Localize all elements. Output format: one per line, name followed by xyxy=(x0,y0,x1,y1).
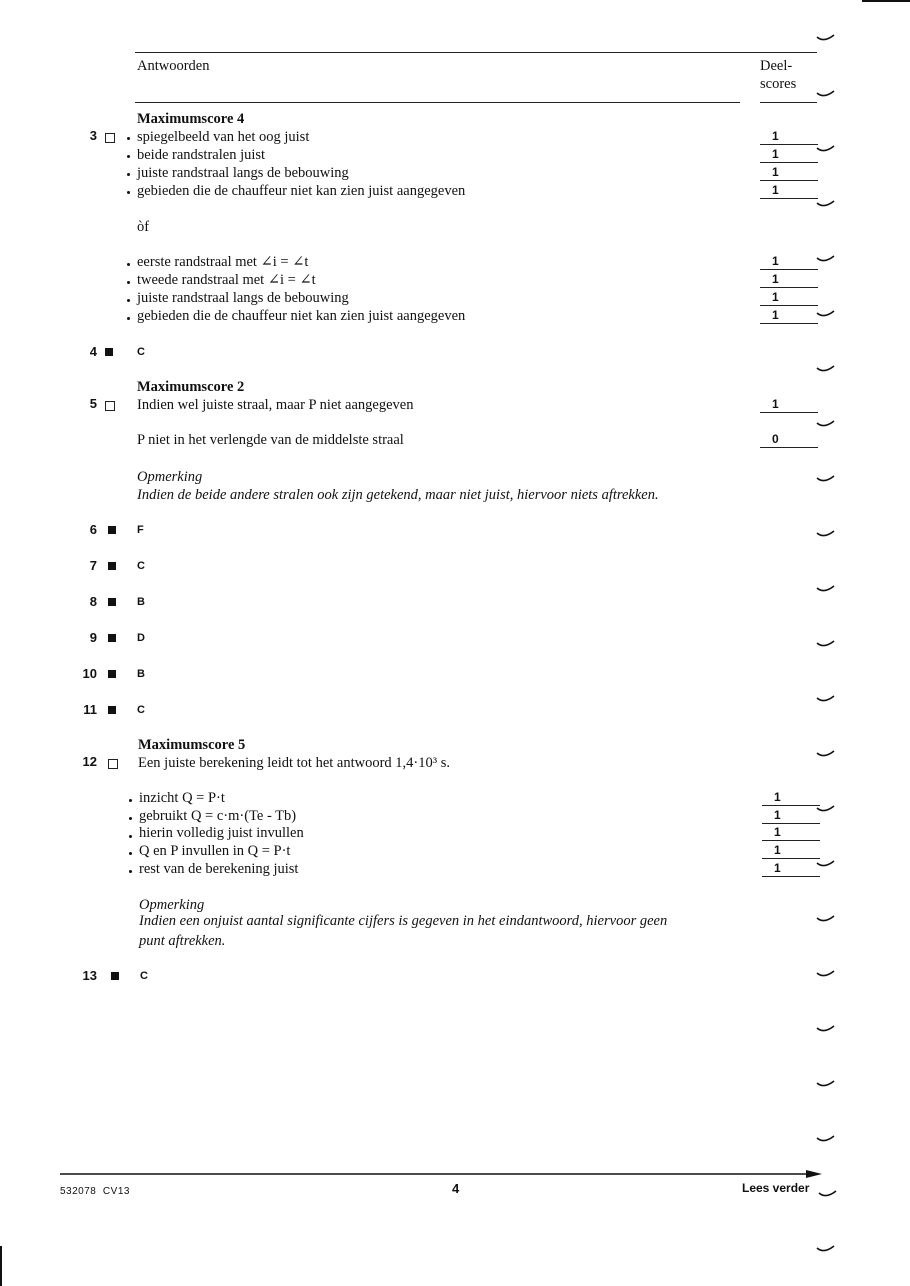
q12-remark-line-2: punt aftrekken. xyxy=(139,933,226,949)
check-mark-icon xyxy=(816,693,836,705)
q3-item-3: juiste randstraal langs de bebouwing xyxy=(137,165,349,181)
q12-score-2: 1 xyxy=(762,807,820,824)
q3-score-4: 1 xyxy=(760,182,818,199)
q5-max-score: Maximumscore 2 xyxy=(137,379,245,395)
bullet xyxy=(129,852,132,855)
q9-answer: D xyxy=(137,632,145,644)
q11-number: 11 xyxy=(83,702,97,717)
check-mark-icon xyxy=(816,253,836,265)
bullet xyxy=(127,263,130,266)
q3-score-3: 1 xyxy=(760,164,818,181)
q3-number: 3 xyxy=(89,128,97,143)
closed-question-marker xyxy=(105,348,113,356)
q7-number: 7 xyxy=(89,558,97,573)
bullet xyxy=(127,173,130,176)
open-question-marker xyxy=(105,133,115,143)
q5-line-1: Indien wel juiste straal, maar P niet aangegeven xyxy=(137,397,414,413)
check-mark-icon xyxy=(816,1133,836,1145)
q3-alt-item-3: juiste randstraal langs de bebouwing xyxy=(137,290,349,306)
check-mark-icon xyxy=(816,143,836,155)
check-mark-icon xyxy=(816,473,836,485)
q10-answer: B xyxy=(137,668,145,680)
header-top-rule xyxy=(135,52,817,53)
scan-edge-mark xyxy=(0,1246,2,1286)
q5-remark-title: Opmerking xyxy=(137,469,203,485)
q3-item-2: beide randstralen juist xyxy=(137,147,266,163)
check-mark-icon xyxy=(816,308,836,320)
q13-answer: C xyxy=(140,970,148,982)
q5-line-2: P niet in het verlengde van de middelste straal xyxy=(137,432,404,448)
q6-answer: F xyxy=(137,524,144,536)
header-bottom-rule xyxy=(135,102,740,103)
q3-score-2: 1 xyxy=(760,146,818,163)
q3-alt-score-1: 1 xyxy=(760,253,818,270)
q3-or-label: òf xyxy=(137,219,150,235)
q12-item-4: Q en P invullen in Q = P·t xyxy=(139,843,291,859)
check-mark-icon xyxy=(816,1078,836,1090)
check-mark-icon xyxy=(816,418,836,430)
q5-score-2: 0 xyxy=(760,431,818,448)
q3-item-4: gebieden die de chauffeur niet kan zien juist aangegeven xyxy=(137,183,466,199)
footer-code: 532078 CV13 xyxy=(60,1186,130,1197)
bullet xyxy=(129,835,132,838)
check-mark-icon xyxy=(816,528,836,540)
check-mark-icon xyxy=(816,32,836,44)
q12-number: 12 xyxy=(82,754,97,769)
q6-number: 6 xyxy=(89,522,97,537)
q4-number: 4 xyxy=(89,344,97,359)
closed-question-marker xyxy=(108,526,116,534)
check-mark-icon xyxy=(816,858,836,870)
check-mark-icon xyxy=(816,583,836,595)
q3-item-1: spiegelbeeld van het oog juist xyxy=(137,129,310,145)
scan-edge-mark xyxy=(862,0,910,2)
q3-max-score: Maximumscore 4 xyxy=(137,111,245,127)
q12-item-3: hierin volledig juist invullen xyxy=(139,825,304,841)
q3-alt-item-2: tweede randstraal met ∠i = ∠t xyxy=(137,272,316,288)
check-mark-icon xyxy=(816,1243,836,1255)
closed-question-marker xyxy=(108,670,116,678)
q12-item-2: gebruikt Q = c·m·(Te - Tb) xyxy=(139,808,297,824)
check-mark-icon xyxy=(816,803,836,815)
check-mark-icon xyxy=(816,1023,836,1035)
q3-score-1: 1 xyxy=(760,128,818,145)
footer-page-number: 4 xyxy=(452,1181,460,1196)
q3-alt-item-1: eerste randstraal met ∠i = ∠t xyxy=(137,254,309,270)
q12-intro: Een juiste berekening leidt tot het antwoord 1,4·10³ s. xyxy=(138,755,450,771)
check-mark-icon xyxy=(816,363,836,375)
closed-question-marker xyxy=(108,598,116,606)
q12-remark-line-1: Indien een onjuist aantal significante cijfers is gegeven in het eindantwoord, hiervoor geen xyxy=(139,913,668,929)
bullet xyxy=(127,299,130,302)
answers-heading: Antwoorden xyxy=(137,58,210,74)
closed-question-marker xyxy=(108,634,116,642)
q10-number: 10 xyxy=(82,666,97,681)
q9-number: 9 xyxy=(89,630,97,645)
check-mark-icon xyxy=(816,968,836,980)
q13-number: 13 xyxy=(82,968,97,983)
closed-question-marker xyxy=(111,972,119,980)
q12-item-5: rest van de berekening juist xyxy=(139,861,299,877)
bullet xyxy=(127,191,130,194)
q3-alt-score-2: 1 xyxy=(760,271,818,288)
check-mark-icon xyxy=(816,748,836,760)
footer-arrow-icon xyxy=(60,1166,822,1176)
bullet xyxy=(127,317,130,320)
bullet xyxy=(129,799,132,802)
closed-question-marker xyxy=(108,706,116,714)
q3-alt-score-3: 1 xyxy=(760,289,818,306)
scores-heading-line1: Deel- xyxy=(760,58,793,74)
q11-answer: C xyxy=(137,704,145,716)
check-mark-icon xyxy=(816,638,836,650)
open-question-marker xyxy=(108,759,118,769)
q7-answer: C xyxy=(137,560,145,572)
closed-question-marker xyxy=(108,562,116,570)
q12-score-4: 1 xyxy=(762,842,820,859)
q5-score-1: 1 xyxy=(760,396,818,413)
header-scores-rule xyxy=(760,102,817,103)
q8-number: 8 xyxy=(89,594,97,609)
check-mark-icon xyxy=(816,198,836,210)
bullet xyxy=(129,817,132,820)
q4-answer: C xyxy=(137,346,145,358)
q3-alt-score-4: 1 xyxy=(760,307,818,324)
footer-next-page: Lees verder xyxy=(742,1181,810,1195)
open-question-marker xyxy=(105,401,115,411)
q5-remark-text: Indien de beide andere stralen ook zijn getekend, maar niet juist, hiervoor niets aftrekken. xyxy=(137,487,659,503)
bullet xyxy=(129,870,132,873)
bullet xyxy=(127,281,130,284)
check-mark-icon xyxy=(818,1188,838,1200)
q12-max-score: Maximumscore 5 xyxy=(138,737,246,753)
q12-item-1: inzicht Q = P·t xyxy=(139,790,225,806)
q3-alt-item-4: gebieden die de chauffeur niet kan zien juist aangegeven xyxy=(137,308,466,324)
scores-heading-line2: scores xyxy=(760,76,797,92)
q8-answer: B xyxy=(137,596,145,608)
q12-remark-title: Opmerking xyxy=(139,897,205,913)
q5-number: 5 xyxy=(89,396,97,411)
check-mark-icon xyxy=(816,88,836,100)
check-mark-icon xyxy=(816,913,836,925)
q12-score-1: 1 xyxy=(762,789,820,806)
q12-score-3: 1 xyxy=(762,824,820,841)
bullet xyxy=(127,137,130,140)
q12-score-5: 1 xyxy=(762,860,820,877)
bullet xyxy=(127,155,130,158)
